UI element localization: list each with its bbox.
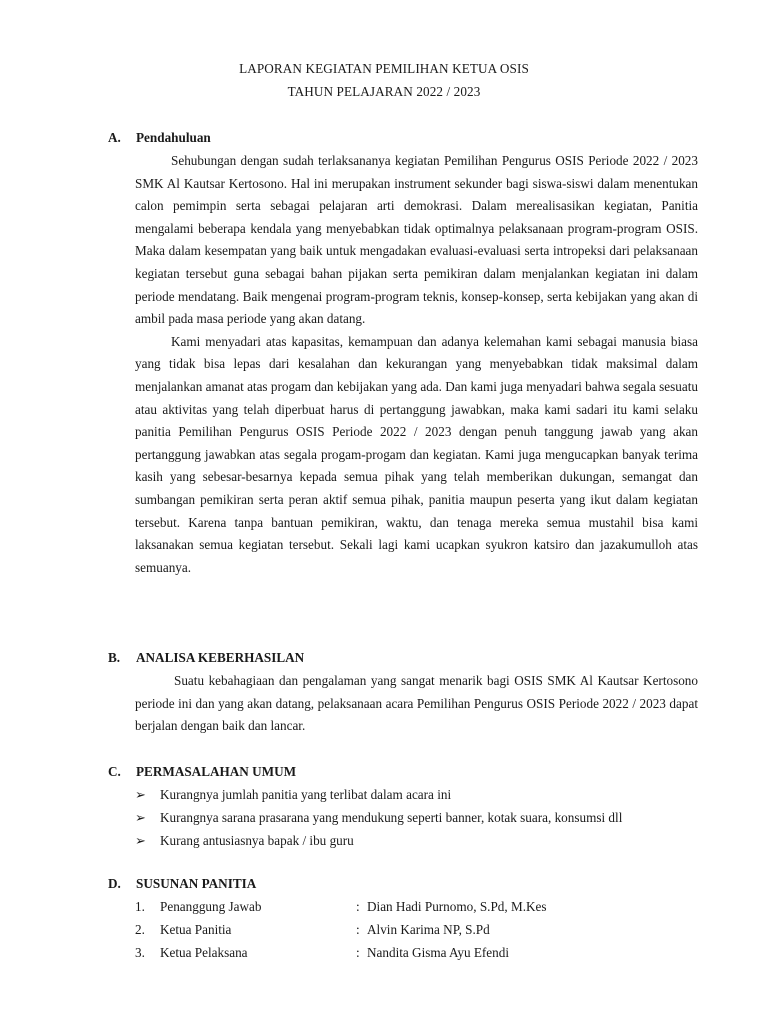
arrow-bullet-icon: ➢ xyxy=(135,810,146,825)
list-item xyxy=(108,783,698,806)
arrow-bullet-icon: ➢ xyxy=(135,833,146,848)
section-letter: C. xyxy=(108,764,121,779)
section-title: Pendahuluan xyxy=(136,130,211,145)
section-heading xyxy=(108,873,698,895)
role-label: Ketua Pelaksana xyxy=(160,945,248,960)
paragraph-text: Kami menyadari atas kapasitas, kemampuan dan adanya kelemahan kami sebagai manusia biasa yang tidak bisa lepas dari kesalahan dan kekurangan yang menyebabkan tidak maksimal dalam menjalankan amanat atas progam dan kebijakan yang ada. Dan kami juga menyadari bahwa segala sesuatu atau aktivitas yang telah diperbuat harus di pertanggung jawabkan, maka kami sadari itu kami selaku panitia Pemilihan Pengurus OSIS Periode 2022 / 2023 dengan penuh tanggung jawab yang akan pertanggung jawabkan atas segala progam-progam dan kegiatan. Kami juga mengucapkan banyak terima kasih yang sebesar-besarnya kepada semua pihak yang telah memberikan dukungan, semangat dan sumbangan pemikiran serta peran aktif semua pihak, panitia maupun peserta yang ikut dalam kegiatan tersebut. Karena tanpa bantuan pemikiran, waktu, dan tenaga mereka semua mustahil bisa kami laksanakan semua kegiatan tersebut. Sekali lagi kami ucapkan syukron katsiro dan jazakumulloh atas semuanya. xyxy=(135,333,698,575)
list-item xyxy=(108,806,698,829)
section-letter: D. xyxy=(108,876,121,891)
separator: : xyxy=(356,922,360,937)
separator: : xyxy=(356,945,360,960)
section-title: PERMASALAHAN UMUM xyxy=(136,764,297,779)
committee-row xyxy=(108,941,698,964)
committee-row xyxy=(108,918,698,941)
section-heading xyxy=(108,761,698,783)
list-item-text: Kurangnya sarana prasarana yang mendukung seperti banner, kotak suara, konsumsi dll xyxy=(160,810,623,825)
paragraph-text: Sehubungan dengan sudah terlaksananya kegiatan Pemilihan Pengurus OSIS Periode 2022 / 2023 SMK Al Kautsar Kertosono. Hal ini merupakan instrument sekunder bagi siswa-siswi dalam menentukan calon pemimpin serta sebagai pelajaran arti demokrasi. Dalam merealisasikan kegiatan, Panitia mengalami beberapa kendala yang menyebabkan tidak optimalnya pelaksanaan program-program OSIS. Maka dalam kesempatan yang baik untuk mengadakan evaluasi-evaluasi serta intropeksi dari pelaksanaan kegiatan tersebut guna sebagai bahan pijakan serta pemikiran dalam menjalankan kegiatan ini dalam periode mendatang. Baik mengenai program-program teknis, konsep-konsep, serta kebijakan yang akan di ambil pada masa periode yang akan datang. xyxy=(135,153,698,327)
paragraph xyxy=(135,150,698,331)
report-title: LAPORAN KEGIATAN PEMILIHAN KETUA OSIS xyxy=(239,61,529,76)
row-number: 1. xyxy=(135,899,145,914)
section-heading xyxy=(108,647,698,669)
person-name: Dian Hadi Purnomo, S.Pd, M.Kes xyxy=(367,899,547,914)
section-letter: B. xyxy=(108,650,121,665)
section-title: SUSUNAN PANITIA xyxy=(136,876,257,891)
paragraph xyxy=(135,670,698,738)
person-name: Nandita Gisma Ayu Efendi xyxy=(367,945,509,960)
problem-list xyxy=(108,783,698,852)
committee-list xyxy=(108,895,698,964)
section-permasalahan-umum xyxy=(108,761,698,852)
report-subtitle: TAHUN PELAJARAN 2022 / 2023 xyxy=(287,84,481,99)
committee-row xyxy=(108,895,698,918)
role-label: Penanggung Jawab xyxy=(160,899,262,914)
list-item xyxy=(108,829,698,852)
role-label: Ketua Panitia xyxy=(160,922,232,937)
paragraph-text: Suatu kebahagiaan dan pengalaman yang sangat menarik bagi OSIS SMK Al Kautsar Kertosono periode ini dan yang akan datang, pelaksanaan acara Pemilihan Pengurus OSIS Periode 2022 / 2023 dapat berjalan dengan baik dan lancar. xyxy=(135,673,698,734)
row-number: 3. xyxy=(135,945,145,960)
list-item-text: Kurangnya jumlah panitia yang terlibat dalam acara ini xyxy=(160,787,452,802)
section-pendahuluan xyxy=(108,127,698,579)
section-susunan-panitia xyxy=(108,873,698,964)
section-heading xyxy=(108,127,698,149)
person-name: Alvin Karima NP, S.Pd xyxy=(367,922,490,937)
paragraph xyxy=(135,331,698,580)
section-analisa-keberhasilan xyxy=(108,647,698,738)
list-item-text: Kurang antusiasnya bapak / ibu guru xyxy=(160,833,354,848)
section-title: ANALISA KEBERHASILAN xyxy=(136,650,305,665)
separator: : xyxy=(356,899,360,914)
section-letter: A. xyxy=(108,130,121,145)
arrow-bullet-icon: ➢ xyxy=(135,787,146,802)
row-number: 2. xyxy=(135,922,145,937)
